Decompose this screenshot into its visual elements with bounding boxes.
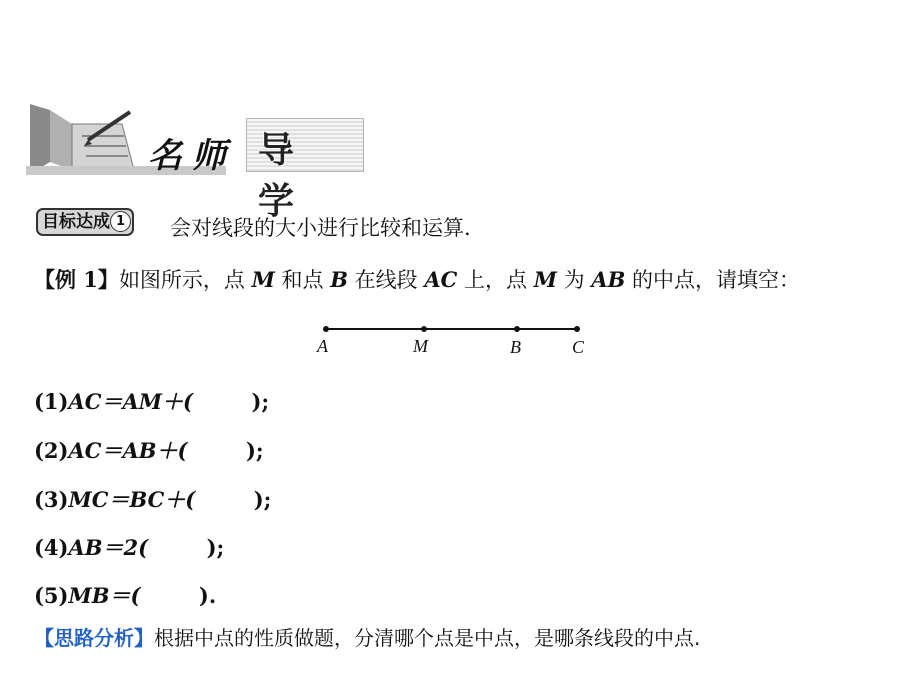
point-b — [514, 326, 520, 332]
example-var: AC — [424, 267, 458, 292]
example-var: M — [251, 267, 275, 292]
goal-number-icon: 1 — [110, 211, 131, 232]
goal-text: 会对线段的大小进行比较和运算. — [170, 216, 471, 240]
example-text: 上，点 — [457, 268, 534, 292]
fill-item-4 — [34, 532, 224, 562]
book-pen-icon — [26, 100, 138, 176]
answer-blank[interactable] — [148, 535, 207, 560]
item-expression: MB＝( — [68, 583, 141, 608]
example-text: 和点 — [274, 268, 331, 292]
example-var: M — [533, 267, 557, 292]
analysis-line — [34, 622, 700, 651]
point-a — [323, 326, 329, 332]
item-number: (1) — [34, 389, 69, 414]
point-m — [421, 326, 427, 332]
item-end: ); — [251, 389, 270, 414]
item-expression: AB＝2( — [68, 535, 149, 560]
fill-item-1 — [34, 386, 269, 416]
item-number: (4) — [34, 535, 69, 560]
segment-figure — [300, 316, 600, 362]
example-text: 的中点，请填空： — [625, 268, 801, 292]
example-var: AB — [591, 267, 626, 292]
point-label-a: A — [317, 336, 328, 356]
item-end: ); — [245, 438, 264, 463]
banner-title-left: 名师 — [148, 136, 236, 176]
analysis-tag: 【思路分析】 — [34, 626, 154, 650]
example-var: B — [330, 267, 348, 292]
answer-blank[interactable] — [193, 389, 252, 414]
item-end: ); — [206, 535, 225, 560]
example-label: 【例 1】 — [34, 267, 119, 292]
point-label-m: M — [413, 336, 428, 356]
goal-badge — [36, 208, 134, 236]
goal-badge-label: 目标达成 — [42, 212, 110, 232]
answer-blank[interactable] — [140, 583, 199, 608]
banner-title-right: 导学 — [258, 130, 301, 222]
item-number: (5) — [34, 583, 69, 608]
item-number: (3) — [34, 487, 69, 512]
example-text: 为 — [556, 268, 592, 292]
item-expression: AC＝AM＋( — [68, 389, 193, 414]
item-number: (2) — [34, 438, 69, 463]
point-label-c: C — [572, 337, 585, 357]
item-expression: MC＝BC＋( — [68, 487, 196, 512]
answer-blank[interactable] — [187, 438, 246, 463]
fill-item-3 — [34, 484, 271, 514]
item-end: ); — [253, 487, 272, 512]
fill-item-2 — [34, 435, 264, 465]
fill-item-5 — [34, 580, 216, 610]
analysis-text: 根据中点的性质做题，分清哪个点是中点，是哪条线段的中点. — [154, 626, 701, 650]
example-statement — [34, 264, 800, 294]
point-label-b: B — [510, 337, 521, 357]
answer-blank[interactable] — [195, 487, 254, 512]
point-c — [574, 326, 580, 332]
example-text: 如图所示，点 — [118, 268, 252, 292]
item-expression: AC＝AB＋( — [68, 438, 188, 463]
item-end: ). — [198, 583, 217, 608]
example-text: 在线段 — [347, 268, 425, 292]
